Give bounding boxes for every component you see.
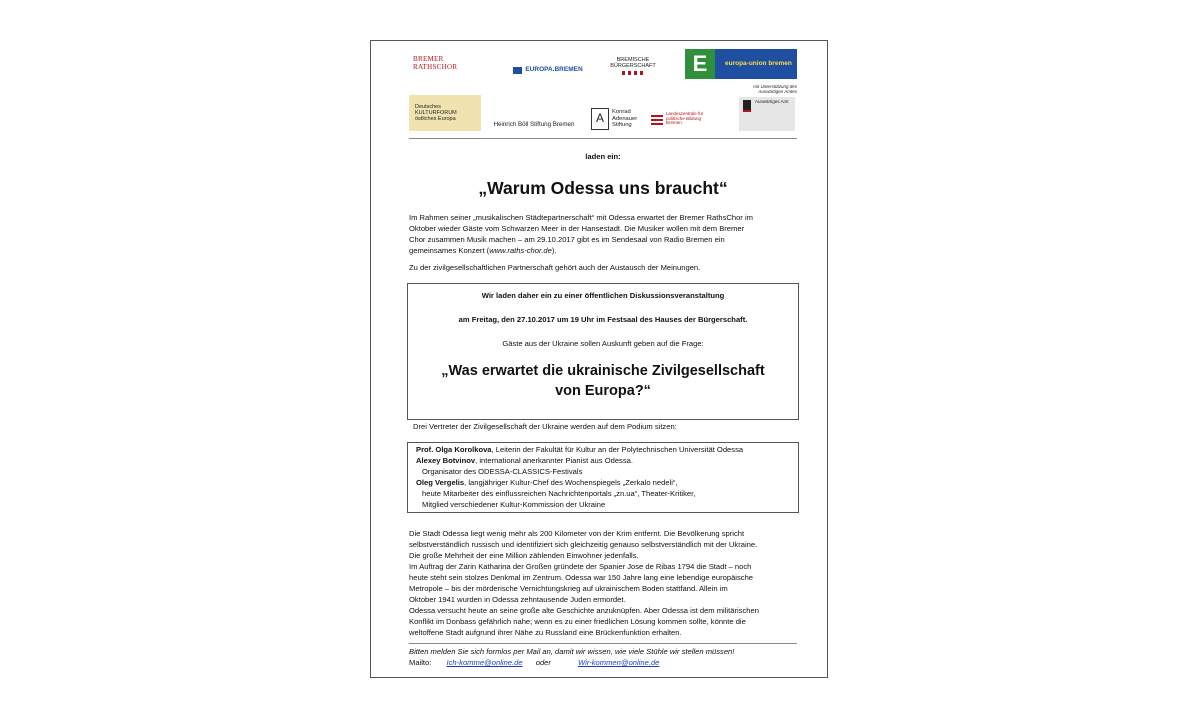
body-line: Die große Mehrheit der eine Million zählenden Einwohner jedenfalls. (409, 551, 639, 560)
auswaertiges-amt-logo (739, 97, 795, 131)
body-line: Im Auftrag der Zarin Katharina der Großen gründete der Spanier Jose de Ribas 1794 die Stadt – noch (409, 562, 752, 571)
federal-eagle-icon (743, 100, 751, 112)
speaker-3-name: Oleg Vergelis (416, 478, 465, 487)
event-box (407, 283, 799, 420)
body-line: Die Stadt Odessa liegt wenig mehr als 200 Kilometer von der Krim entfernt. Die Bevölkerung spricht (409, 529, 745, 538)
landeszentrale-logo (651, 107, 713, 131)
page-title: „Warum Odessa uns braucht“ (478, 178, 728, 198)
intro-line-4 (409, 245, 556, 256)
europa-bremen-logo-text: EUROPA.BREMEN (525, 66, 583, 74)
buergerschaft-logo-text: BREMISCHE BÜRGERSCHAFT (610, 56, 656, 69)
intro-line-1: Im Rahmen seiner „musikalischen Städtepartnerschaft“ mit Odessa erwartet der Bremer RathsChor im (409, 213, 753, 222)
buergerschaft-logo (601, 53, 665, 79)
europa-union-e-icon: E (685, 49, 715, 79)
body-line: Odessa versucht heute an seine große alte Geschichte anzuknüpfen. Aber Odessa ist dem militärischen (409, 606, 759, 615)
email-link-wir-kommen[interactable]: Wir-kommen@online.de (578, 658, 660, 667)
intro-line-4-prefix: gemeinsames Konzert ( (409, 246, 490, 255)
body-line: Konflikt im Donbass gefährlich nahe; wenn es zu einer friedlichen Lösung kommen sollte, könnte die (409, 617, 746, 626)
speaker-2-desc: , international anerkannter Pianist aus Odessa. (475, 456, 633, 465)
speaker-3-line-2: heute Mitarbeiter des einflussreichen Nachrichtenportals „zn.ua“, Theater-Kritiker, (422, 489, 696, 498)
body-line: heute steht sein stolzes Denkmal im Zentrum. Odessa war 150 Jahre lang eine lebendige europäische (409, 573, 754, 582)
event-invite: Wir laden daher ein zu einer öffentlichen Diskussionsveranstaltung (481, 291, 725, 300)
adenauer-stiftung-logo (591, 107, 645, 131)
or-label: oder (535, 658, 551, 667)
event-question-line-2: von Europa?“ (555, 383, 651, 399)
landeszentrale-grid-icon (651, 113, 663, 125)
speaker-2-name: Alexey Botvinov (416, 456, 476, 465)
body-line: weltoffene Stadt aufgrund ihrer Nähe zu Russland eine Brückenfunktion erhalten. (409, 628, 682, 637)
header-divider (409, 138, 797, 139)
event-question-line-1: „Was erwartet die ukrainische Zivilgesellschaft (441, 363, 765, 379)
flyer-page (370, 40, 828, 678)
invite-line: laden ein: (585, 152, 621, 161)
raths-chor-website-link[interactable]: www.raths-chor.de (489, 246, 552, 255)
speakers-box (407, 442, 799, 513)
support-note (735, 83, 797, 97)
kulturforum-logo-text: Deutsches KULTURFORUM östliches Europa (415, 103, 457, 123)
eu-flag-icon (513, 67, 522, 74)
europa-bremen-logo (507, 63, 589, 77)
speaker-1 (416, 444, 743, 455)
europa-union-logo (685, 49, 797, 79)
exchange-line: Zu der zivilgesellschaftlichen Partnerschaft gehört auch der Austausch der Meinungen. (409, 263, 701, 272)
body-line: selbstverständlich russisch und identifiziert sich gleichzeitig genauso selbstverständlich mit der Ukraine. (409, 540, 758, 549)
speaker-2-line-2: Organisator des ODESSA-CLASSICS-Festivals (422, 467, 583, 476)
support-note-text: mit Unterstützung des Auswärtigen Amtes (753, 84, 797, 94)
adenauer-a-icon: A (591, 108, 609, 130)
speaker-3 (416, 477, 678, 488)
body-line: Oktober 1941 wurden in Odessa zehntausende Juden ermordet. (409, 595, 626, 604)
europa-union-logo-text: europa-union bremen (725, 60, 792, 68)
body-line: Metropole – bis der mörderische Vernichtungskrieg auf ukrainischem Boden stattfand. Allein im (409, 584, 728, 593)
event-guests: Gäste aus der Ukraine sollen Auskunft geben auf die Frage: (502, 339, 704, 348)
speaker-1-desc: , Leiterin der Fakultät für Kultur an der Polytechnischen Universität Odessa (491, 445, 744, 454)
flag-stripes-icon (622, 71, 644, 75)
speaker-2 (416, 455, 633, 466)
speaker-1-name: Prof. Olga Korolkova (416, 445, 492, 454)
event-date: am Freitag, den 27.10.2017 um 19 Uhr im Festsaal des Hauses der Bürgerschaft. (458, 315, 748, 324)
speaker-3-desc: , langjähriger Kultur-Chef des Wochenspiegels „Zerkalo nedeli“, (464, 478, 678, 487)
podium-intro: Drei Vertreter der Zivilgesellschaft der Ukraine werden auf dem Podium sitzen: (413, 422, 677, 431)
bremer-rathschor-logo-text: BREMER RATHSCHOR (413, 55, 458, 71)
intro-line-4-suffix: ). (551, 246, 557, 255)
kulturforum-logo (409, 95, 481, 131)
email-link-ich-komme[interactable]: Ich-komme@online.de (446, 658, 523, 667)
intro-line-3: Chor zusammen Musik machen – am 29.10.2017 gibt es im Sendesaal von Radio Bremen ein (409, 235, 725, 244)
bremer-rathschor-logo (413, 55, 487, 73)
auswaertiges-amt-logo-text: Auswärtiges Amt (755, 99, 789, 104)
adenauer-stiftung-logo-text: Konrad Adenauer Stiftung (612, 109, 638, 129)
mailto-label: Mailto: (409, 658, 432, 667)
intro-line-2: Oktober wieder Gäste vom Schwarzen Meer in der Hansestadt. Die Musiker wollen mit dem Bremer (409, 224, 745, 233)
boell-stiftung-logo-text: Heinrich Böll Stiftung Bremen (493, 120, 575, 128)
footer-divider (409, 643, 797, 644)
landeszentrale-logo-text: Landeszentrale für politische Bildung Bremen (666, 110, 704, 126)
mailto-line (409, 657, 659, 668)
speaker-3-line-3: Mitglied verschiedener Kultur-Kommission der Ukraine (422, 500, 606, 509)
rsvp-line: Bitten melden Sie sich formlos per Mail an, damit wir wissen, wie viele Stühle wir stellen müssen! (409, 647, 735, 656)
boell-stiftung-logo (481, 119, 587, 131)
